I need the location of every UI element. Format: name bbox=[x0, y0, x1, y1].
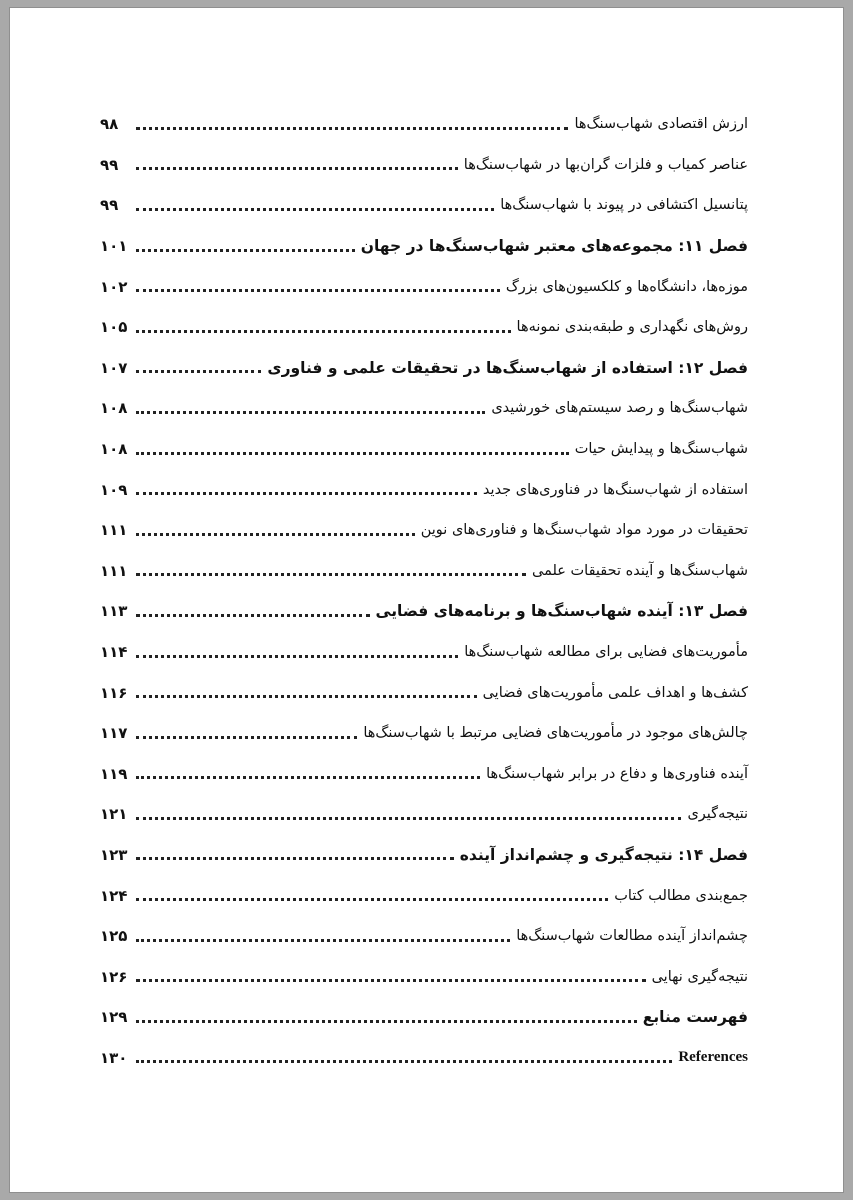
toc-page-number: ۱۱۳ bbox=[100, 602, 128, 621]
dot-leader bbox=[136, 736, 357, 739]
toc-entry-title: فصل ۱۱: مجموعه‌های معتبر شهاب‌سنگ‌ها در جهان bbox=[360, 237, 748, 256]
dot-leader bbox=[136, 492, 477, 495]
toc-entry-title: کشف‌ها و اهداف علمی مأموریت‌های فضایی bbox=[482, 684, 748, 701]
toc-page-number: ۱۰۹ bbox=[100, 480, 128, 499]
toc-section-entry bbox=[100, 713, 748, 754]
toc-entry-title: چالش‌های موجود در مأموریت‌های فضایی مرتبط با شهاب‌سنگ‌ها bbox=[363, 725, 748, 742]
dot-leader bbox=[136, 979, 646, 982]
toc-entry-title: آینده فناوری‌ها و دفاع در برابر شهاب‌سنگ‌ها bbox=[486, 765, 748, 782]
toc-page-number: ۱۲۱ bbox=[100, 805, 128, 824]
toc-entry-title: شهاب‌سنگ‌ها و رصد سیستم‌های خورشیدی bbox=[491, 400, 748, 417]
toc-entry-title: عناصر کمیاب و فلزات گران‌بها در شهاب‌سنگ‌ها bbox=[463, 156, 748, 173]
toc-page-number: ۹۹ bbox=[100, 196, 119, 215]
dot-leader bbox=[136, 411, 485, 414]
toc-entry-title: جمع‌بندی مطالب کتاب bbox=[614, 887, 748, 904]
dot-leader bbox=[136, 249, 355, 252]
toc-section-entry bbox=[100, 266, 748, 307]
toc-entry-title: فصل ۱۲: استفاده از شهاب‌سنگ‌ها در تحقیقات علمی و فناوری bbox=[267, 358, 748, 377]
toc-section-entry bbox=[100, 104, 748, 145]
document-page bbox=[10, 8, 843, 1192]
toc-chapter-entry bbox=[100, 997, 748, 1038]
toc-chapter-entry bbox=[100, 591, 748, 632]
toc-section-entry bbox=[100, 510, 748, 551]
toc-page-number: ۱۰۱ bbox=[100, 237, 128, 256]
toc-section-entry bbox=[100, 875, 748, 916]
toc-page-number: ۱۱۴ bbox=[100, 643, 128, 662]
toc-page-number: ۱۱۷ bbox=[100, 724, 128, 743]
toc-section-entry bbox=[100, 754, 748, 795]
toc-page-number: ۱۱۱ bbox=[100, 521, 128, 540]
toc-entry-title: فهرست منابع bbox=[642, 1008, 748, 1027]
dot-leader bbox=[136, 776, 480, 779]
toc-entry-title: شهاب‌سنگ‌ها و آینده تحقیقات علمی bbox=[532, 562, 748, 579]
toc-entry-title: تحقیقات در مورد مواد شهاب‌سنگ‌ها و فناوری‌های نوین bbox=[420, 522, 748, 539]
toc-page-number: ۱۲۳ bbox=[100, 845, 128, 864]
dot-leader bbox=[136, 1020, 637, 1023]
toc-page-number: ۱۲۶ bbox=[100, 967, 128, 986]
toc-page-number: ۱۱۹ bbox=[100, 764, 128, 783]
dot-leader bbox=[136, 898, 608, 901]
dot-leader bbox=[136, 167, 458, 170]
toc-entry-title: فصل ۱۴: نتیجه‌گیری و چشم‌انداز آینده bbox=[459, 845, 748, 864]
toc-page-number: ۹۹ bbox=[100, 155, 119, 174]
dot-leader bbox=[136, 817, 681, 820]
toc-entry-title: References bbox=[678, 1049, 748, 1066]
toc-section-entry bbox=[100, 307, 748, 348]
toc-page-number: ۱۰۸ bbox=[100, 440, 128, 459]
toc-entry-title: موزه‌ها، دانشگاه‌ها و کلکسیون‌های بزرگ bbox=[505, 278, 748, 295]
dot-leader bbox=[136, 1060, 672, 1063]
toc-page-number: ۱۰۸ bbox=[100, 399, 128, 418]
toc-section-entry bbox=[100, 1038, 748, 1079]
toc-page-number: ۱۲۹ bbox=[100, 1008, 128, 1027]
dot-leader bbox=[136, 127, 568, 130]
dot-leader bbox=[136, 573, 526, 576]
dot-leader bbox=[136, 533, 415, 536]
dot-leader bbox=[136, 655, 458, 658]
toc-entry-title: استفاده از شهاب‌سنگ‌ها در فناوری‌های جدید bbox=[482, 481, 748, 498]
dot-leader bbox=[136, 370, 261, 373]
dot-leader bbox=[136, 939, 510, 942]
toc-section-entry bbox=[100, 794, 748, 835]
toc-section-entry bbox=[100, 469, 748, 510]
toc-entry-title: نتیجه‌گیری bbox=[687, 806, 748, 823]
dot-leader bbox=[136, 289, 500, 292]
toc-entry-title: فصل ۱۳: آینده شهاب‌سنگ‌ها و برنامه‌های فضایی bbox=[375, 602, 748, 621]
toc-page-number: ۱۰۵ bbox=[100, 318, 128, 337]
toc-chapter-entry bbox=[100, 348, 748, 389]
table-of-contents bbox=[100, 104, 748, 1078]
toc-page-number: ۱۱۶ bbox=[100, 683, 128, 702]
dot-leader bbox=[136, 695, 477, 698]
dot-leader bbox=[136, 330, 511, 333]
toc-page-number: ۱۱۱ bbox=[100, 561, 128, 580]
dot-leader bbox=[136, 857, 454, 860]
toc-section-entry bbox=[100, 145, 748, 186]
toc-chapter-entry bbox=[100, 835, 748, 876]
toc-entry-title: ارزش اقتصادی شهاب‌سنگ‌ها bbox=[574, 116, 748, 133]
toc-page-number: ۱۲۵ bbox=[100, 927, 128, 946]
toc-entry-title: پتانسیل اکتشافی در پیوند با شهاب‌سنگ‌ها bbox=[500, 197, 748, 214]
toc-entry-title: نتیجه‌گیری نهایی bbox=[651, 968, 748, 985]
toc-section-entry bbox=[100, 551, 748, 592]
toc-section-entry bbox=[100, 632, 748, 673]
toc-page-number: ۱۰۷ bbox=[100, 358, 128, 377]
toc-section-entry bbox=[100, 185, 748, 226]
toc-page-number: ۱۲۴ bbox=[100, 886, 128, 905]
dot-leader bbox=[136, 208, 494, 211]
toc-chapter-entry bbox=[100, 226, 748, 267]
toc-section-entry bbox=[100, 956, 748, 997]
toc-entry-title: شهاب‌سنگ‌ها و پیدایش حیات bbox=[574, 441, 748, 458]
toc-section-entry bbox=[100, 388, 748, 429]
dot-leader bbox=[136, 452, 569, 455]
toc-page-number: ۱۳۰ bbox=[100, 1048, 128, 1067]
toc-section-entry bbox=[100, 916, 748, 957]
toc-section-entry bbox=[100, 429, 748, 470]
toc-page-number: ۹۸ bbox=[100, 115, 119, 134]
toc-entry-title: مأموریت‌های فضایی برای مطالعه شهاب‌سنگ‌ها bbox=[464, 644, 748, 661]
toc-entry-title: روش‌های نگهداری و طبقه‌بندی نمونه‌ها bbox=[516, 319, 748, 336]
toc-page-number: ۱۰۲ bbox=[100, 277, 128, 296]
dot-leader bbox=[136, 614, 370, 617]
toc-section-entry bbox=[100, 672, 748, 713]
toc-entry-title: چشم‌انداز آینده مطالعات شهاب‌سنگ‌ها bbox=[516, 928, 748, 945]
